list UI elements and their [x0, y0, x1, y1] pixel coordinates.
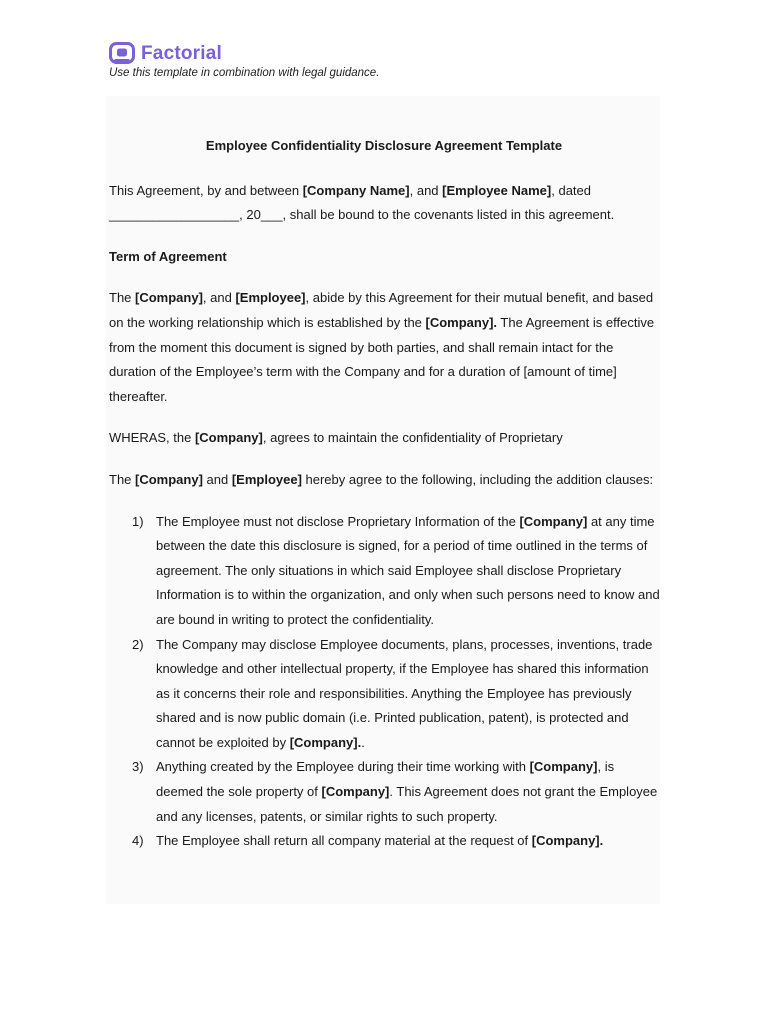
agree-text: and	[202, 471, 232, 487]
clause-text: The Employee must not disclose Proprietary Information of the	[156, 513, 520, 529]
section-heading-term: Term of Agreement	[109, 248, 227, 264]
agree-text: The	[109, 471, 136, 487]
term-text: The	[109, 290, 136, 306]
company-placeholder: [Company]	[519, 513, 588, 529]
clause-text: .	[361, 734, 365, 750]
clause-text: , is deemed the sole property of	[156, 759, 615, 800]
whereas-text: WHERAS, the	[109, 430, 195, 446]
list-item	[109, 510, 661, 633]
company-placeholder: [Company]	[194, 430, 263, 446]
intro-text: This Agreement, by and between	[109, 182, 303, 198]
employee-name-placeholder: [Employee Name]	[442, 182, 552, 198]
clause-number: 2)	[132, 636, 144, 652]
intro-date-line: __________________, 20___, shall be bound to the covenants listed in this agreement.	[109, 207, 615, 223]
company-placeholder: [Company]	[321, 784, 390, 800]
clause-text: at any time between the date this disclosure is signed, for a period of time outlined in the terms of agreement. The only situations in which said Employee shall disclose Proprietary Information is to within the organization, and only when such persons need to know and are bound in writing to protect the confidentiality.	[156, 513, 660, 627]
agree-paragraph	[109, 468, 669, 493]
clause-text: Anything created by the Employee during their time working with	[156, 759, 530, 775]
company-placeholder: [Company].	[531, 833, 604, 849]
employee-placeholder: [Employee]	[235, 290, 306, 306]
intro-text: , and	[409, 182, 443, 198]
document-body	[109, 134, 669, 854]
company-placeholder: [Company].	[425, 314, 498, 330]
company-placeholder: [Company]	[135, 290, 203, 306]
document-title: Employee Confidentiality Disclosure Agreement Template	[205, 138, 563, 153]
clause-list	[109, 510, 669, 854]
company-placeholder: [Company].	[289, 734, 362, 750]
brand-logo	[109, 42, 222, 66]
term-text: , abide by this Agreement for their mutual benefit, and based on the working relationship which is established by the	[109, 290, 654, 330]
clause-number: 3)	[132, 759, 144, 775]
clause-number: 1)	[132, 513, 144, 529]
whereas-paragraph	[109, 426, 669, 451]
factorial-logo-icon	[109, 42, 135, 66]
company-placeholder: [Company]	[135, 471, 203, 487]
legal-disclaimer: Use this template in combination with legal guidance.	[109, 67, 380, 79]
list-item	[109, 755, 661, 829]
clause-text: The Company may disclose Employee documents, plans, processes, inventions, trade knowledge and other intellectual property, if the Employee has shared this information as it concerns their role and responsibilities. Anything the Employee has previously shared and is now public domain (i.e. Printed publication, patent), is protected and cannot be exploited by	[156, 636, 653, 750]
intro-paragraph	[109, 179, 669, 228]
whereas-text: , agrees to maintain the confidentiality of Proprietary	[262, 430, 563, 446]
list-item	[109, 633, 661, 756]
clause-text: . This Agreement does not grant the Employee and any licenses, patents, or similar rights to such property.	[156, 784, 658, 824]
term-text: , and	[202, 290, 236, 306]
term-text: The Agreement is effective from the moment this document is signed by both parties, and shall remain intact for the duration of the Employee’s term with the Company and for a duration of [amount of time] thereafter.	[109, 314, 655, 404]
agree-text: hereby agree to the following, including the addition clauses:	[301, 471, 654, 487]
brand-name: Factorial	[141, 43, 222, 64]
intro-text: , dated	[551, 182, 591, 198]
employee-placeholder: [Employee]	[231, 471, 302, 487]
company-name-placeholder: [Company Name]	[302, 182, 410, 198]
list-item	[109, 829, 661, 854]
term-paragraph	[109, 286, 661, 409]
clause-text: The Employee shall return all company material at the request of	[156, 833, 532, 849]
company-placeholder: [Company]	[529, 759, 598, 775]
clause-number: 4)	[132, 833, 144, 849]
